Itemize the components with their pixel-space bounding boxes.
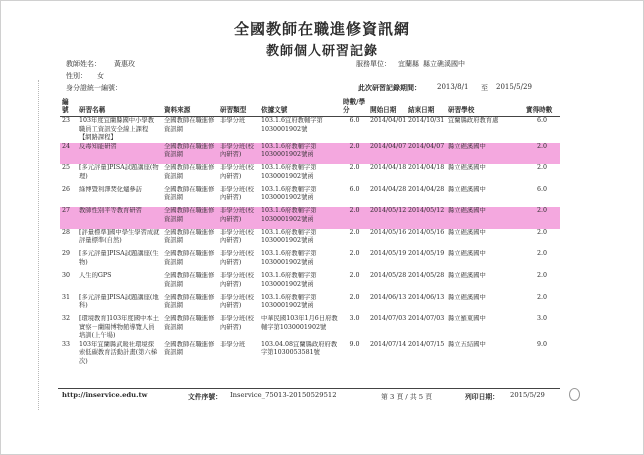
cell-hours: 2.0 xyxy=(341,207,368,229)
cell-earned: 3.0 xyxy=(536,315,547,323)
cell-no: 30 xyxy=(62,272,71,280)
document-title: 全國教師在職進修資訊網 xyxy=(233,20,410,38)
cell-source: 全國教師在職進修資訊網 xyxy=(164,315,215,331)
cell-doc: 103.1.6府教輔字第1030001902號函 xyxy=(259,207,341,229)
cell-source: 全國教師在職進修資訊網 xyxy=(164,117,215,133)
cell-end: 2014/04/07 xyxy=(406,143,446,165)
id-number-label: 身分證統一編號： xyxy=(66,84,122,92)
cell-name: 綠博暨利澤焚化爐參訪 xyxy=(79,185,142,193)
teacher-name: 黃惠玫 xyxy=(114,60,135,68)
cell-start: 2014/05/28 xyxy=(370,272,406,280)
cell-doc: 103.1.6府教輔字第1030001902號函 xyxy=(261,250,317,266)
cell-type: 非學分班(校內研習) xyxy=(218,207,259,229)
cell-end: 2014/07/03 xyxy=(408,315,445,323)
print-date-label: 列印日期： xyxy=(465,393,499,401)
service-unit-label: 服務單位： xyxy=(356,60,391,68)
cell-name: [多元評量]PISA試題講座(物理) xyxy=(79,164,159,180)
cell-earned: 2.0 xyxy=(536,272,547,280)
cell-type: 非學分班(校內研習) xyxy=(220,250,254,266)
cell-type: 非學分班 xyxy=(220,340,246,348)
cell-no: 27 xyxy=(60,207,77,229)
cell-no: 23 xyxy=(62,117,71,124)
col-header-type: 研習類型 xyxy=(218,96,259,117)
cell-no: 24 xyxy=(60,143,77,165)
table-row xyxy=(60,272,560,294)
cell-earned: 9.0 xyxy=(536,340,547,348)
table-row xyxy=(60,341,560,367)
cell-source: 全國教師在職進修資訊網 xyxy=(164,185,215,202)
cell-earned: 2.0 xyxy=(536,250,547,258)
cell-type: 非學分班 xyxy=(220,117,246,124)
cell-earned: 6.0 xyxy=(536,117,547,124)
cell-end: 2014/10/31 xyxy=(408,117,445,124)
print-date: 2015/5/29 xyxy=(510,391,545,399)
record-range-end: 2015/5/29 xyxy=(496,83,532,91)
cell-source: 全國教師在職進修資訊網 xyxy=(164,340,215,357)
cell-type: 非學分班(校內研習) xyxy=(220,315,254,331)
cell-end: 2014/05/28 xyxy=(408,272,445,280)
cell-end: 2014/06/13 xyxy=(408,293,445,301)
cell-type: 非學分班(校內研習) xyxy=(220,164,254,180)
cell-type: 非學分班(校內研習) xyxy=(220,228,254,245)
service-unit: 縣立礁溪國中 xyxy=(423,60,465,68)
cell-source: 全國教師在職進修資訊網 xyxy=(162,143,218,165)
training-record-table xyxy=(60,96,560,366)
cell-school: 縣立五結國中 xyxy=(448,340,486,348)
cell-source: 全國教師在職進修資訊網 xyxy=(164,164,215,180)
cell-name: 人生的GPS xyxy=(79,272,112,280)
table-row xyxy=(60,164,560,186)
cell-earned: 2.0 xyxy=(524,207,560,229)
cell-name: [多元評量]PISA試題講座(生物) xyxy=(79,250,159,266)
cell-no: 29 xyxy=(62,250,71,258)
cell-hours: 2.0 xyxy=(349,272,360,280)
serial-label: 文件序號： xyxy=(188,393,222,401)
col-header-end: 結束日期 xyxy=(406,96,446,117)
cell-start: 2014/05/19 xyxy=(370,250,406,258)
table-row-highlighted xyxy=(60,143,560,165)
cell-name: 教師性別平等教育研習 xyxy=(77,207,162,229)
cell-end: 2014/07/15 xyxy=(408,340,445,348)
table-row xyxy=(60,186,560,208)
teacher-name-label: 教師姓名： xyxy=(66,60,101,68)
binding-margin xyxy=(38,80,43,410)
footer-url: http://inservice.edu.tw xyxy=(62,391,148,399)
table-row xyxy=(60,117,560,143)
cell-type: 非學分班(校內研習) xyxy=(220,272,254,288)
cell-start: 2014/07/14 xyxy=(370,340,406,348)
cell-earned: 2.0 xyxy=(524,143,560,165)
table-row xyxy=(60,229,560,251)
cell-name: [環境教育]103年度國中本土實察－蘭陽博物館導覽人員培訓(上午場) xyxy=(79,315,159,340)
cell-no: 32 xyxy=(62,315,71,323)
cell-source: 全國教師在職進修資訊網 xyxy=(164,228,215,245)
cell-hours: 2.0 xyxy=(349,228,360,236)
cell-school: 縣立礁溪國中 xyxy=(448,250,486,258)
service-county: 宜蘭縣 xyxy=(398,60,419,68)
cell-type: 非學分班(校內研習) xyxy=(220,185,254,202)
cell-name: 反毒知能研習 xyxy=(77,143,162,165)
cell-school: 宜蘭縣政府教育處 xyxy=(448,117,499,124)
cell-source: 全國教師在職進修資訊網 xyxy=(164,272,215,288)
cell-school: 縣立礁溪國中 xyxy=(448,164,486,172)
cell-earned: 2.0 xyxy=(536,293,547,301)
cell-doc: 103.1.6府教輔字第1030001902號函 xyxy=(261,272,317,288)
cell-hours: 2.0 xyxy=(341,143,368,165)
col-header-doc: 依據文號 xyxy=(259,96,341,117)
cell-school: 縣立礁溪國中 xyxy=(446,207,524,229)
table-row xyxy=(60,294,560,316)
cell-doc: 103.1.6府教輔字第1030001902號函 xyxy=(261,164,317,180)
cell-school: 縣立礁溪國中 xyxy=(448,272,486,280)
cell-end: 2014/04/28 xyxy=(408,185,445,193)
cell-end: 2014/04/18 xyxy=(408,164,445,172)
gender-value: 女 xyxy=(97,72,104,80)
cell-school: 縣立礁溪國中 xyxy=(448,228,486,236)
cell-no: 28 xyxy=(62,228,71,236)
col-header-earned: 實得時數 xyxy=(524,96,560,117)
cell-school: 縣立礁溪國中 xyxy=(448,185,486,193)
cell-hours: 2.0 xyxy=(349,164,360,172)
cell-start: 2014/04/28 xyxy=(370,185,406,193)
cell-name: 103年宜蘭縣武暖社環境探索低碳教育活動計畫(第六梯次) xyxy=(79,340,158,365)
cell-start: 2014/06/13 xyxy=(370,293,406,301)
cell-source: 全國教師在職進修資訊網 xyxy=(164,293,215,310)
col-header-hours: 時數/學分 xyxy=(341,96,368,117)
cell-end: 2014/05/16 xyxy=(408,228,445,236)
cell-no: 26 xyxy=(62,185,71,193)
cell-hours: 2.0 xyxy=(349,250,360,258)
cell-earned: 2.0 xyxy=(536,164,547,172)
cell-type: 非學分班(校內研習) xyxy=(220,293,254,310)
cell-name: 103年度宜蘭縣國中小學教職員工資訊安全線上課程【網路課程】 xyxy=(79,117,154,141)
cell-doc: 103.1.6府教輔字第1030001902號函 xyxy=(261,228,317,245)
record-range-label: 此次研習記錄期間： xyxy=(358,83,421,92)
cell-school: 縣立礁溪國中 xyxy=(448,293,486,301)
cell-name: [評量標準]國中學生學習成就評量標準(自然) xyxy=(79,228,160,245)
cell-name: [多元評量]PISA試題講座(地科) xyxy=(79,293,159,310)
cell-doc: 103.1.6府教輔字第1030001902號函 xyxy=(261,185,317,202)
cell-start: 2014/04/07 xyxy=(368,143,406,165)
cell-hours: 6.0 xyxy=(349,117,360,124)
cell-start: 2014/07/03 xyxy=(370,315,406,323)
table-header-row xyxy=(60,96,560,117)
cell-source: 全國教師在職進修資訊網 xyxy=(162,207,218,229)
cell-earned: 6.0 xyxy=(536,185,547,193)
cell-doc: 103.1.6宜府教輔字第1030001902號 xyxy=(261,117,323,133)
cell-no: 31 xyxy=(62,293,71,301)
cell-no: 33 xyxy=(62,340,71,348)
cell-earned: 2.0 xyxy=(536,228,547,236)
cell-doc: 103.1.6府教輔字第1030001902號函 xyxy=(259,143,341,165)
cell-hours: 3.0 xyxy=(349,315,360,323)
col-header-source: 資料來源 xyxy=(162,96,218,117)
cell-doc: 103.1.6府教輔字第1030001902號函 xyxy=(261,293,317,310)
footer-divider xyxy=(58,388,560,389)
col-header-start: 開始日期 xyxy=(368,96,406,117)
cell-hours: 9.0 xyxy=(349,340,360,348)
record-range-start: 2013/8/1 xyxy=(437,83,469,91)
col-header-school: 研習學校 xyxy=(446,96,524,117)
cell-start: 2014/05/12 xyxy=(368,207,406,229)
cell-start: 2014/04/01 xyxy=(370,117,406,124)
gender-label: 性別： xyxy=(66,72,87,80)
serial-number: Inservice_75013-20150529512 xyxy=(230,391,337,399)
cell-hours: 2.0 xyxy=(349,293,360,301)
cell-source: 全國教師在職進修資訊網 xyxy=(164,250,215,266)
cell-start: 2014/05/16 xyxy=(370,228,406,236)
col-header-name: 研習名稱 xyxy=(77,96,162,117)
cell-no: 25 xyxy=(62,164,71,172)
cell-type: 非學分班(校內研習) xyxy=(218,143,259,165)
cell-end: 2014/05/19 xyxy=(408,250,445,258)
table-row-highlighted xyxy=(60,207,560,229)
table-row xyxy=(60,250,560,272)
document-subtitle: 教師個人研習記錄 xyxy=(265,44,378,59)
col-header-no: 編號 xyxy=(60,96,77,117)
cell-school: 縣立礁溪國中 xyxy=(446,143,524,165)
scan-mark xyxy=(569,388,580,401)
cell-doc: 中華民國103年1月6日府教輔字第1030001902號 xyxy=(261,315,338,331)
cell-hours: 6.0 xyxy=(349,185,360,193)
cell-start: 2014/04/18 xyxy=(370,164,406,172)
page-indicator: 第 3 頁 / 共 5 頁 xyxy=(381,393,433,401)
cell-school: 縣立羅東國中 xyxy=(448,315,486,323)
table-row xyxy=(60,315,560,341)
cell-end: 2014/05/12 xyxy=(406,207,446,229)
record-range-separator: 至 xyxy=(481,84,488,92)
cell-doc: 103.04.08宜蘭縣政府府教字第1030053581號 xyxy=(261,340,338,357)
